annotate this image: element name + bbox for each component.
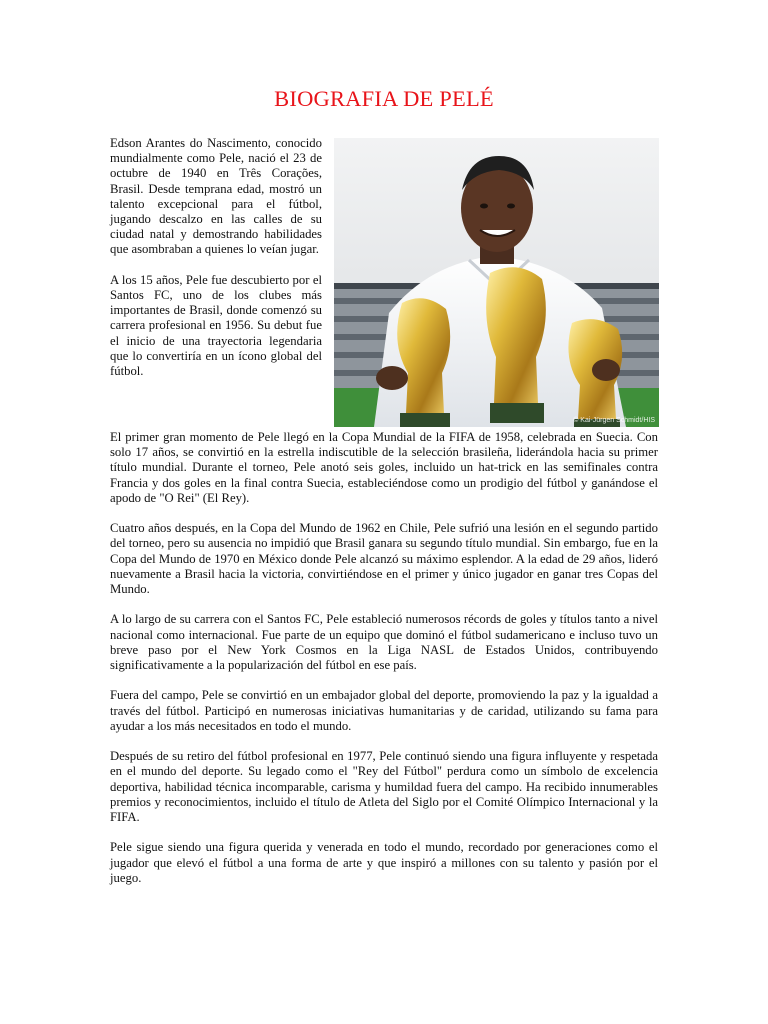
photo-credit: © Kai-Jürgen Schmidt/HIS (573, 417, 655, 424)
paragraph-retirement: Después de su retiro del fútbol profesional en 1977, Pele continuó siendo una figura influyente y respetada en el mundo del deporte. Su legado como el "Rey del Fútbol" perdura como un símbolo de excelencia deportiva, habilidad técnica incomparable, carisma y humildad fuera del campo. Ha recibido innumerables premios y reconocimientos, incluido el título de Atleta del Siglo por el Comité Olímpico Internacional y la FIFA. (110, 749, 658, 825)
paragraph-1962-1970: Cuatro años después, en la Copa del Mundo de 1962 en Chile, Pele sufrió una lesión en el segundo partido del torneo, pero su ausencia no impidió que Brasil ganara su segundo título mundial. Sin embargo, fue en la Copa del Mundo de 1970 en México donde Pele alcanzó su máximo esplendor. A la edad de 29 años, lideró nuevamente a Brasil hacia la victoria, convirtiéndose en el primer y único jugador en ganar tres Copas del Mundo. (110, 521, 658, 597)
paragraph-1958: El primer gran momento de Pele llegó en la Copa Mundial de la FIFA de 1958, celebrada en Suecia. Con solo 17 años, se convirtió en la estrella indiscutible de la selección brasileña, liderándola hacia su primer título mundial. Durante el torneo, Pele anotó seis goles, incluido un hat-trick en las semifinales contra Francia y dos goles en la final contra Suecia, estableciéndose como un prodigio del fútbol y ganándose el apodo de "O Rei" (El Rey). (110, 430, 658, 505)
pele-trophies-illustration (334, 138, 659, 427)
document-title: BIOGRAFIA DE PELÉ (274, 86, 494, 111)
paragraph-intro: Edson Arantes do Nascimento, conocido mundialmente como Pele, nació el 23 de octubre de 1940 en Três Corações, Brasil. Desde temprana edad, mostró un talento excepcional para el fútbol, jugando descalzo en las calles de su ciudad natal y demostrando habilidades que asombraban a quienes lo veían jugar. (110, 136, 322, 257)
paragraph-santos-records: A lo largo de su carrera con el Santos FC, Pele estableció numerosos récords de goles y títulos tanto a nivel nacional como internacional. Fue parte de un equipo que dominó el fútbol sudamericano e incluso tuvo un breve paso por el New York Cosmos en la Liga NASL de Estados Unidos, contribuyendo significativamente a la popularización del fútbol en ese país. (110, 612, 658, 673)
body-text (110, 430, 658, 901)
paragraph-ambassador: Fuera del campo, Pele se convirtió en un embajador global del deporte, promoviendo la paz y la igualdad a través del fútbol. Participó en numerosas iniciativas humanitarias y de caridad, utilizando su fama para ayudar a los más necesitados en todo el mundo. (110, 688, 658, 733)
side-column (110, 136, 322, 394)
paragraph-legacy: Pele sigue siendo una figura querida y venerada en todo el mundo, recordado por generaciones como el jugador que elevó el fútbol a una forma de arte y que inspiró a millones con su talento y pasión por el juego. (110, 840, 658, 885)
paragraph-santos: A los 15 años, Pele fue descubierto por el Santos FC, uno de los clubes más importantes de Brasil, donde comenzó su carrera profesional en 1956. Su debut fue el inicio de una trayectoria legendaria que lo convertiría en un ícono global del fútbol. (110, 272, 322, 379)
pele-photo (334, 138, 659, 427)
